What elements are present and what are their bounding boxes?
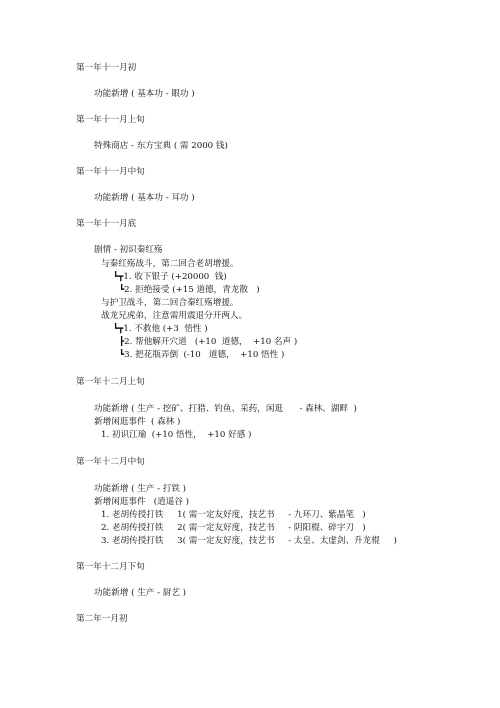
heading-y1-m11-end: 第一年十一月底 [76,219,137,229]
entry-feature-cooking: 功能新增 ( 生产 - 厨艺 ) [94,588,187,598]
heading-y1-m12-mid: 第一年十二月中旬 [76,457,145,467]
story-line: 与护卫战斗，第二回合秦红殇增援。 [101,298,239,308]
entry-feature-production: 功能新增 ( 生产 - 挖矿、打猎、钓鱼、采药，闲逛 - 森林、湖畔 ) [94,404,357,414]
entry-new-wander-event: 新增闲逛事件 (逍遥谷 ) [94,497,189,507]
choice-option: ┗3. 把花瓶弄倒 (-10 道德， +10 悟性 ) [119,350,285,360]
entry-story-qin: 剧情 - 初识秦红殇 [94,245,163,255]
heading-y1-m11-first-third: 第一年十一月上旬 [76,115,145,125]
entry-feature-eye-skill: 功能新增 ( 基本功 - 眼功 ) [94,89,195,99]
choice-option: ┣2. 帮他解开穴道 (+10 道德， +10 名声 ) [119,337,298,347]
event-item: 1. 老胡传授打铁 1( 需一定友好度，技艺书 - 九环刀、紫晶笔 ) [101,510,366,520]
heading-y1-m11-mid: 第一年十一月中旬 [76,167,145,177]
heading-y1-m12-last-third: 第一年十二月下旬 [76,562,145,572]
choice-option: ┗2. 拒绝接受 (+15 道德，青龙散 ) [119,285,260,295]
heading-y1-m11-early: 第一年十一月初 [76,63,137,73]
story-line: 战龙兄虎弟，注意需用震退分开两人。 [101,311,248,321]
entry-feature-ear-skill: 功能新增 ( 基本功 - 耳功 ) [94,193,195,203]
event-item: 2. 老胡传授打铁 2( 需一定友好度，技艺书 - 阴阳棍、碎宇刀 ) [101,523,366,533]
choice-option: ┗┳1. 不救他 (+3 悟性 ) [113,324,208,334]
choice-option: ┗┳1. 收下银子 (+20000 钱) [113,272,227,282]
entry-new-wander-event: 新增闲逛事件 ( 森林 ) [94,417,181,427]
event-item: 3. 老胡传授打铁 3( 需一定友好度，技艺书 - 太皇、太虚剑、升龙棍 ) [101,536,397,546]
story-line: 与秦红殇战斗，第二回合老胡增援。 [101,259,239,269]
entry-feature-smithing: 功能新增 ( 生产 - 打铁 ) [94,484,187,494]
heading-y2-m1-early: 第二年一月初 [76,614,128,624]
heading-y1-m12-first-third: 第一年十二月上旬 [76,377,145,387]
event-item: 1. 初识江瑜 (+10 悟性， +10 好感 ) [101,430,252,440]
entry-special-shop: 特殊商店 - 东方宝典 ( 需 2000 钱) [94,141,228,151]
